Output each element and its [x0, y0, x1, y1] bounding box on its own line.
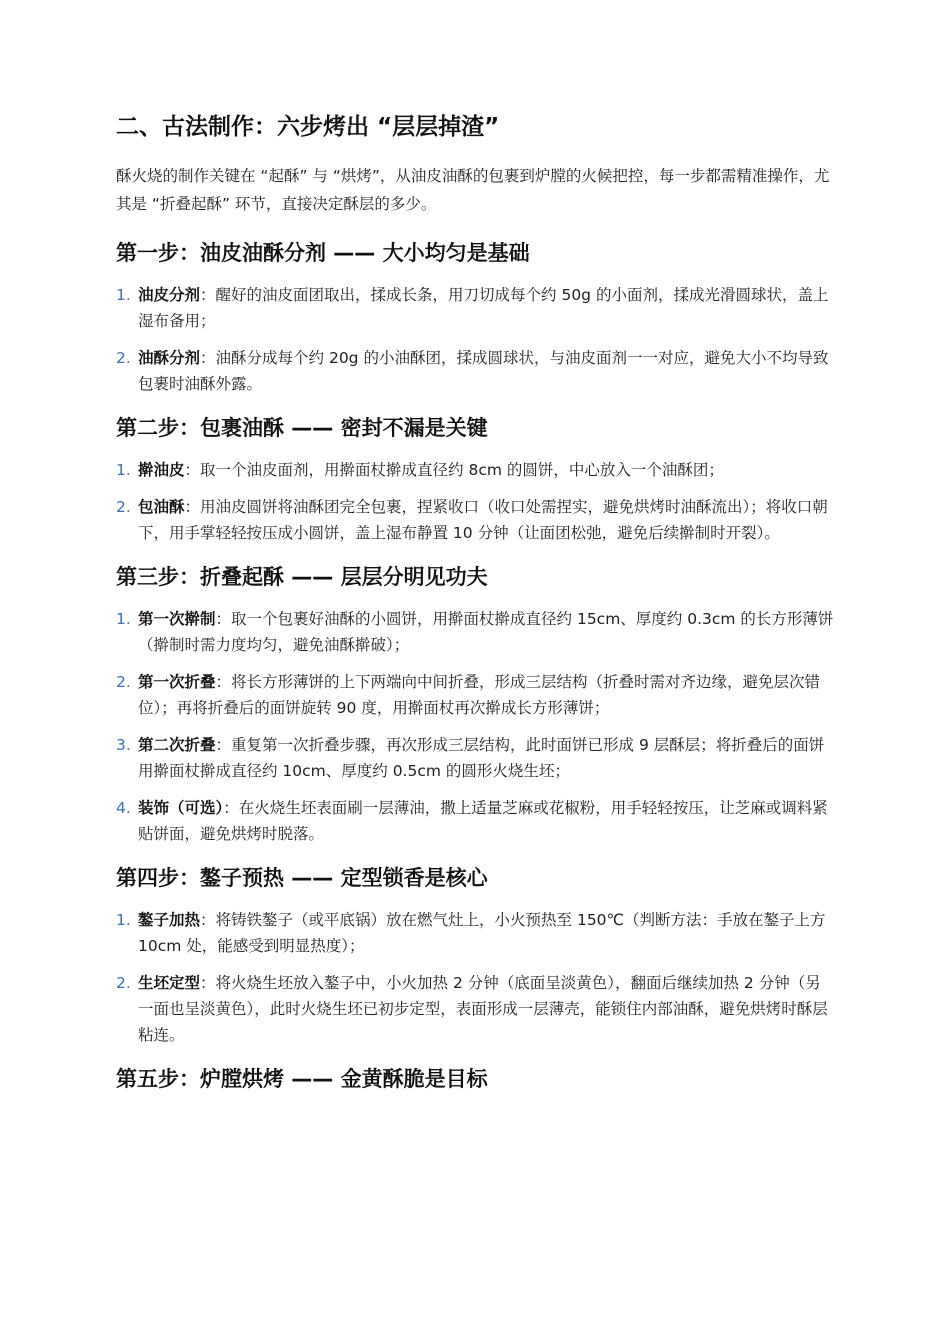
item-text: 重复第一次折叠步骤，再次形成三层结构，此时面饼已形成 9 层酥层；将折叠后的面饼用擀面杖擀成直径约 10cm、厚度约 0.5cm 的圆形火烧生坯；	[138, 736, 825, 780]
list-number: 2.	[116, 673, 131, 691]
item-text: 取一个包裹好油酥的小圆饼，用擀面杖擀成直径约 15cm、厚度约 0.3cm 的长方形薄饼（擀制时需力度均匀，避免油酥擀破）；	[138, 610, 834, 654]
list-number: 1.	[116, 610, 131, 628]
list-number: 1.	[116, 461, 131, 479]
item-text: 将长方形薄饼的上下两端向中间折叠，形成三层结构（折叠时需对齐边缘，避免层次错位）；再将折叠后的面饼旋转 90 度，用擀面杖再次擀成长方形薄饼；	[138, 673, 821, 717]
item-label: 包油酥	[138, 498, 185, 516]
intro-paragraph: 酥火烧的制作关键在 “起酥” 与 “烘烤”，从油皮油酥的包裹到炉膛的火候把控，每一步都需精准操作，尤其是 “折叠起酥” 环节，直接决定酥层的多少。	[116, 167, 830, 213]
step-list	[116, 606, 836, 847]
list-item	[116, 732, 836, 784]
list-item	[116, 907, 836, 959]
list-number: 2.	[116, 974, 131, 992]
item-text: 油酥分成每个约 20g 的小油酥团，揉成圆球状，与油皮面剂一一对应，避免大小不均导致包裹时油酥外露。	[138, 349, 829, 393]
item-label: 擀油皮	[138, 461, 185, 479]
list-item	[116, 494, 836, 546]
item-separator: ：	[215, 736, 232, 754]
list-item	[116, 457, 836, 483]
item-text: 将铸铁鏊子（或平底锅）放在燃气灶上，小火预热至 150℃（判断方法：手放在鏊子上方 10cm 处，能感受到明显热度）；	[138, 911, 826, 955]
step-heading: 第四步：鏊子预热 —— 定型锁香是核心	[116, 866, 488, 890]
item-label: 鏊子加热	[138, 911, 201, 929]
item-separator: ：	[200, 349, 216, 367]
step-section	[116, 1064, 836, 1094]
item-separator: ：	[200, 286, 216, 304]
list-number: 4.	[116, 799, 131, 817]
page-title: 二、古法制作：六步烤出 “层层掉渣”	[116, 114, 500, 140]
list-item	[116, 970, 836, 1048]
item-label: 第二次折叠	[138, 736, 216, 754]
steps-container	[116, 238, 836, 1094]
item-text: 取一个油皮面剂，用擀面杖擀成直径约 8cm 的圆饼，中心放入一个油酥团；	[200, 461, 724, 479]
item-separator: ：	[223, 799, 239, 817]
item-separator: ：	[215, 610, 232, 628]
step-section	[116, 238, 836, 397]
item-label: 第一次折叠	[138, 673, 216, 691]
step-list	[116, 457, 836, 546]
step-section	[116, 863, 836, 1048]
step-heading: 第五步：炉膛烘烤 —— 金黄酥脆是目标	[116, 1067, 488, 1091]
list-item	[116, 606, 836, 658]
list-item	[116, 282, 836, 334]
item-separator: ：	[184, 498, 201, 516]
item-separator: ：	[215, 673, 232, 691]
list-number: 2.	[116, 349, 131, 367]
list-number: 2.	[116, 498, 131, 516]
item-label: 生坯定型	[138, 974, 201, 992]
item-label: 油皮分剂	[138, 286, 201, 304]
list-number: 1.	[116, 286, 131, 304]
list-number: 3.	[116, 736, 131, 754]
item-separator: ：	[200, 974, 216, 992]
step-list	[116, 907, 836, 1048]
item-separator: ：	[184, 461, 201, 479]
item-text: 用油皮圆饼将油酥团完全包裹，捏紧收口（收口处需捏实，避免烘烤时油酥流出）；将收口朝下，用手掌轻轻按压成小圆饼，盖上湿布静置 10 分钟（让面团松弛，避免后续擀制时开裂）。	[138, 498, 828, 542]
step-list	[116, 282, 836, 397]
item-label: 装饰（可选）	[138, 799, 224, 817]
item-text: 醒好的油皮面团取出，揉成长条，用刀切成每个约 50g 的小面剂，揉成光滑圆球状，盖上湿布备用；	[138, 286, 829, 330]
item-text: 在火烧生坯表面刷一层薄油，撒上适量芝麻或花椒粉，用手轻轻按压，让芝麻或调料紧贴饼面，避免烘烤时脱落。	[138, 799, 828, 843]
item-label: 油酥分剂	[138, 349, 201, 367]
item-label: 第一次擀制	[138, 610, 216, 628]
step-section	[116, 562, 836, 847]
list-item	[116, 345, 836, 397]
step-section	[116, 413, 836, 546]
item-separator: ：	[200, 911, 216, 929]
item-text: 将火烧生坯放入鏊子中，小火加热 2 分钟（底面呈淡黄色），翻面后继续加热 2 分钟（另一面也呈淡黄色），此时火烧生坯已初步定型，表面形成一层薄壳，能锁住内部油酥，避免烘烤时酥层粘连。	[138, 974, 828, 1044]
list-number: 1.	[116, 911, 131, 929]
step-heading: 第三步：折叠起酥 —— 层层分明见功夫	[116, 565, 488, 589]
list-item	[116, 669, 836, 721]
step-heading: 第二步：包裹油酥 —— 密封不漏是关键	[116, 416, 488, 440]
step-heading: 第一步：油皮油酥分剂 —— 大小均匀是基础	[116, 241, 530, 265]
document-page	[116, 110, 836, 1108]
list-item	[116, 795, 836, 847]
